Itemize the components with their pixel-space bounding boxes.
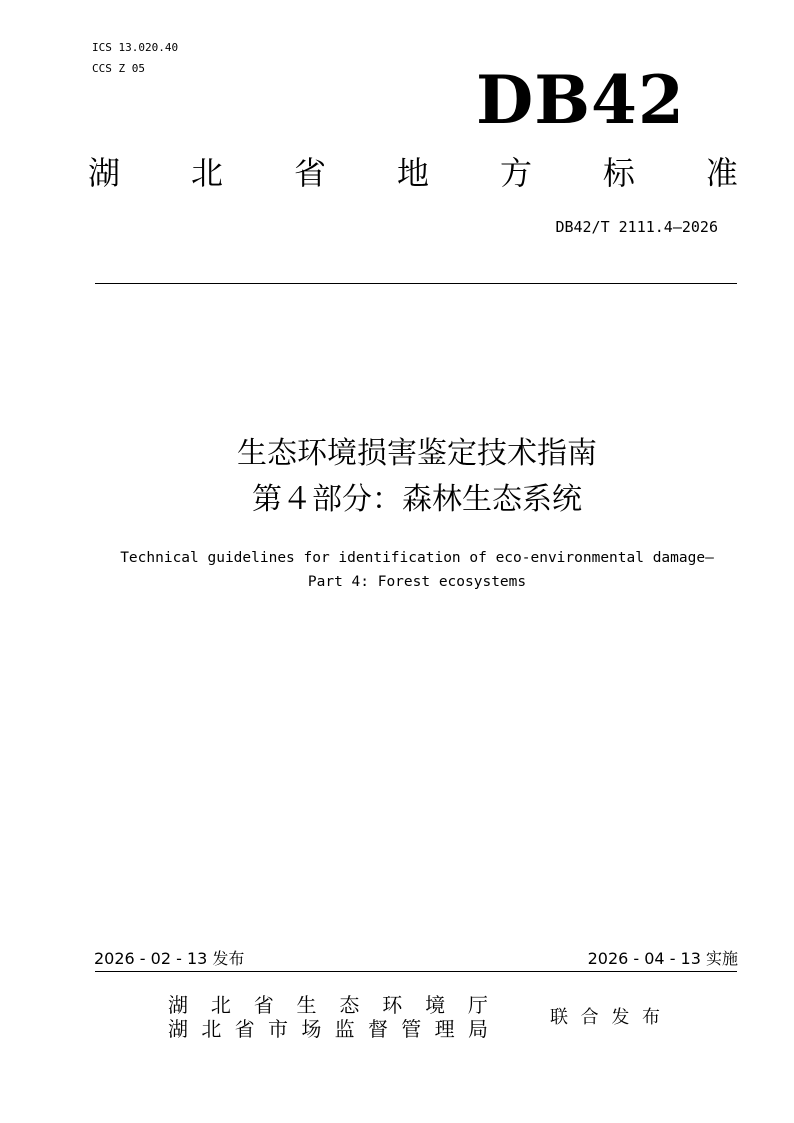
issuer-char: 环 xyxy=(382,993,403,1017)
issuer-char: 境 xyxy=(425,993,446,1017)
header-divider xyxy=(95,283,737,284)
joint-issue-char: 发 xyxy=(611,1007,630,1028)
issuer-char: 北 xyxy=(210,993,231,1017)
issuer-char: 监 xyxy=(334,1017,355,1041)
issuer-char: 市 xyxy=(267,1017,288,1041)
issuer-char: 督 xyxy=(367,1017,388,1041)
ccs-code: CCS Z 05 xyxy=(92,62,145,75)
region-title-char: 标 xyxy=(602,154,635,192)
issuer-char: 场 xyxy=(301,1017,322,1041)
issuer-char: 态 xyxy=(339,993,360,1017)
standard-number: DB42/T 2111.4—2026 xyxy=(555,218,718,236)
issuer-char: 生 xyxy=(296,993,317,1017)
english-title-line-2: Part 4: Forest ecosystems xyxy=(307,574,527,590)
region-title-char: 省 xyxy=(293,154,326,192)
region-title-char: 北 xyxy=(190,154,223,192)
implementation-date: 2026 - 04 - 13 实施 xyxy=(587,949,738,968)
issuer-char: 北 xyxy=(201,1017,222,1041)
footer-divider xyxy=(95,971,737,972)
issuer-char: 厅 xyxy=(467,993,488,1017)
chinese-title-line-2: 第４部分：森林生态系统 xyxy=(252,482,582,517)
issuer-char: 湖 xyxy=(168,993,188,1017)
issuer-line-1 xyxy=(168,992,488,1018)
joint-issue-char: 联 xyxy=(550,1007,568,1028)
region-standard-title xyxy=(88,153,738,193)
issuer-char: 管 xyxy=(401,1017,422,1041)
issuer-char: 理 xyxy=(434,1017,455,1041)
issuer-char: 省 xyxy=(253,993,274,1017)
joint-issue-char: 合 xyxy=(580,1007,599,1028)
region-title-char: 湖 xyxy=(88,154,121,192)
ics-code: ICS 13.020.40 xyxy=(92,41,179,54)
joint-issue-label xyxy=(550,1006,660,1030)
english-title-line-1: Technical guidelines for identification of eco-environmental damage— xyxy=(120,550,714,566)
issuer-char: 省 xyxy=(234,1017,255,1041)
standard-code-logo: DB42 xyxy=(476,61,685,139)
region-title-char: 准 xyxy=(705,154,738,192)
joint-issue-char: 布 xyxy=(641,1007,660,1028)
issuer-char: 局 xyxy=(467,1017,488,1041)
chinese-title-line-1: 生态环境损害鉴定技术指南 xyxy=(237,436,597,471)
issuer-char: 湖 xyxy=(168,1017,188,1041)
issuer-line-2 xyxy=(168,1016,488,1042)
region-title-char: 方 xyxy=(499,154,532,192)
region-title-char: 地 xyxy=(396,154,429,192)
issue-date: 2026 - 02 - 13 发布 xyxy=(94,949,245,968)
